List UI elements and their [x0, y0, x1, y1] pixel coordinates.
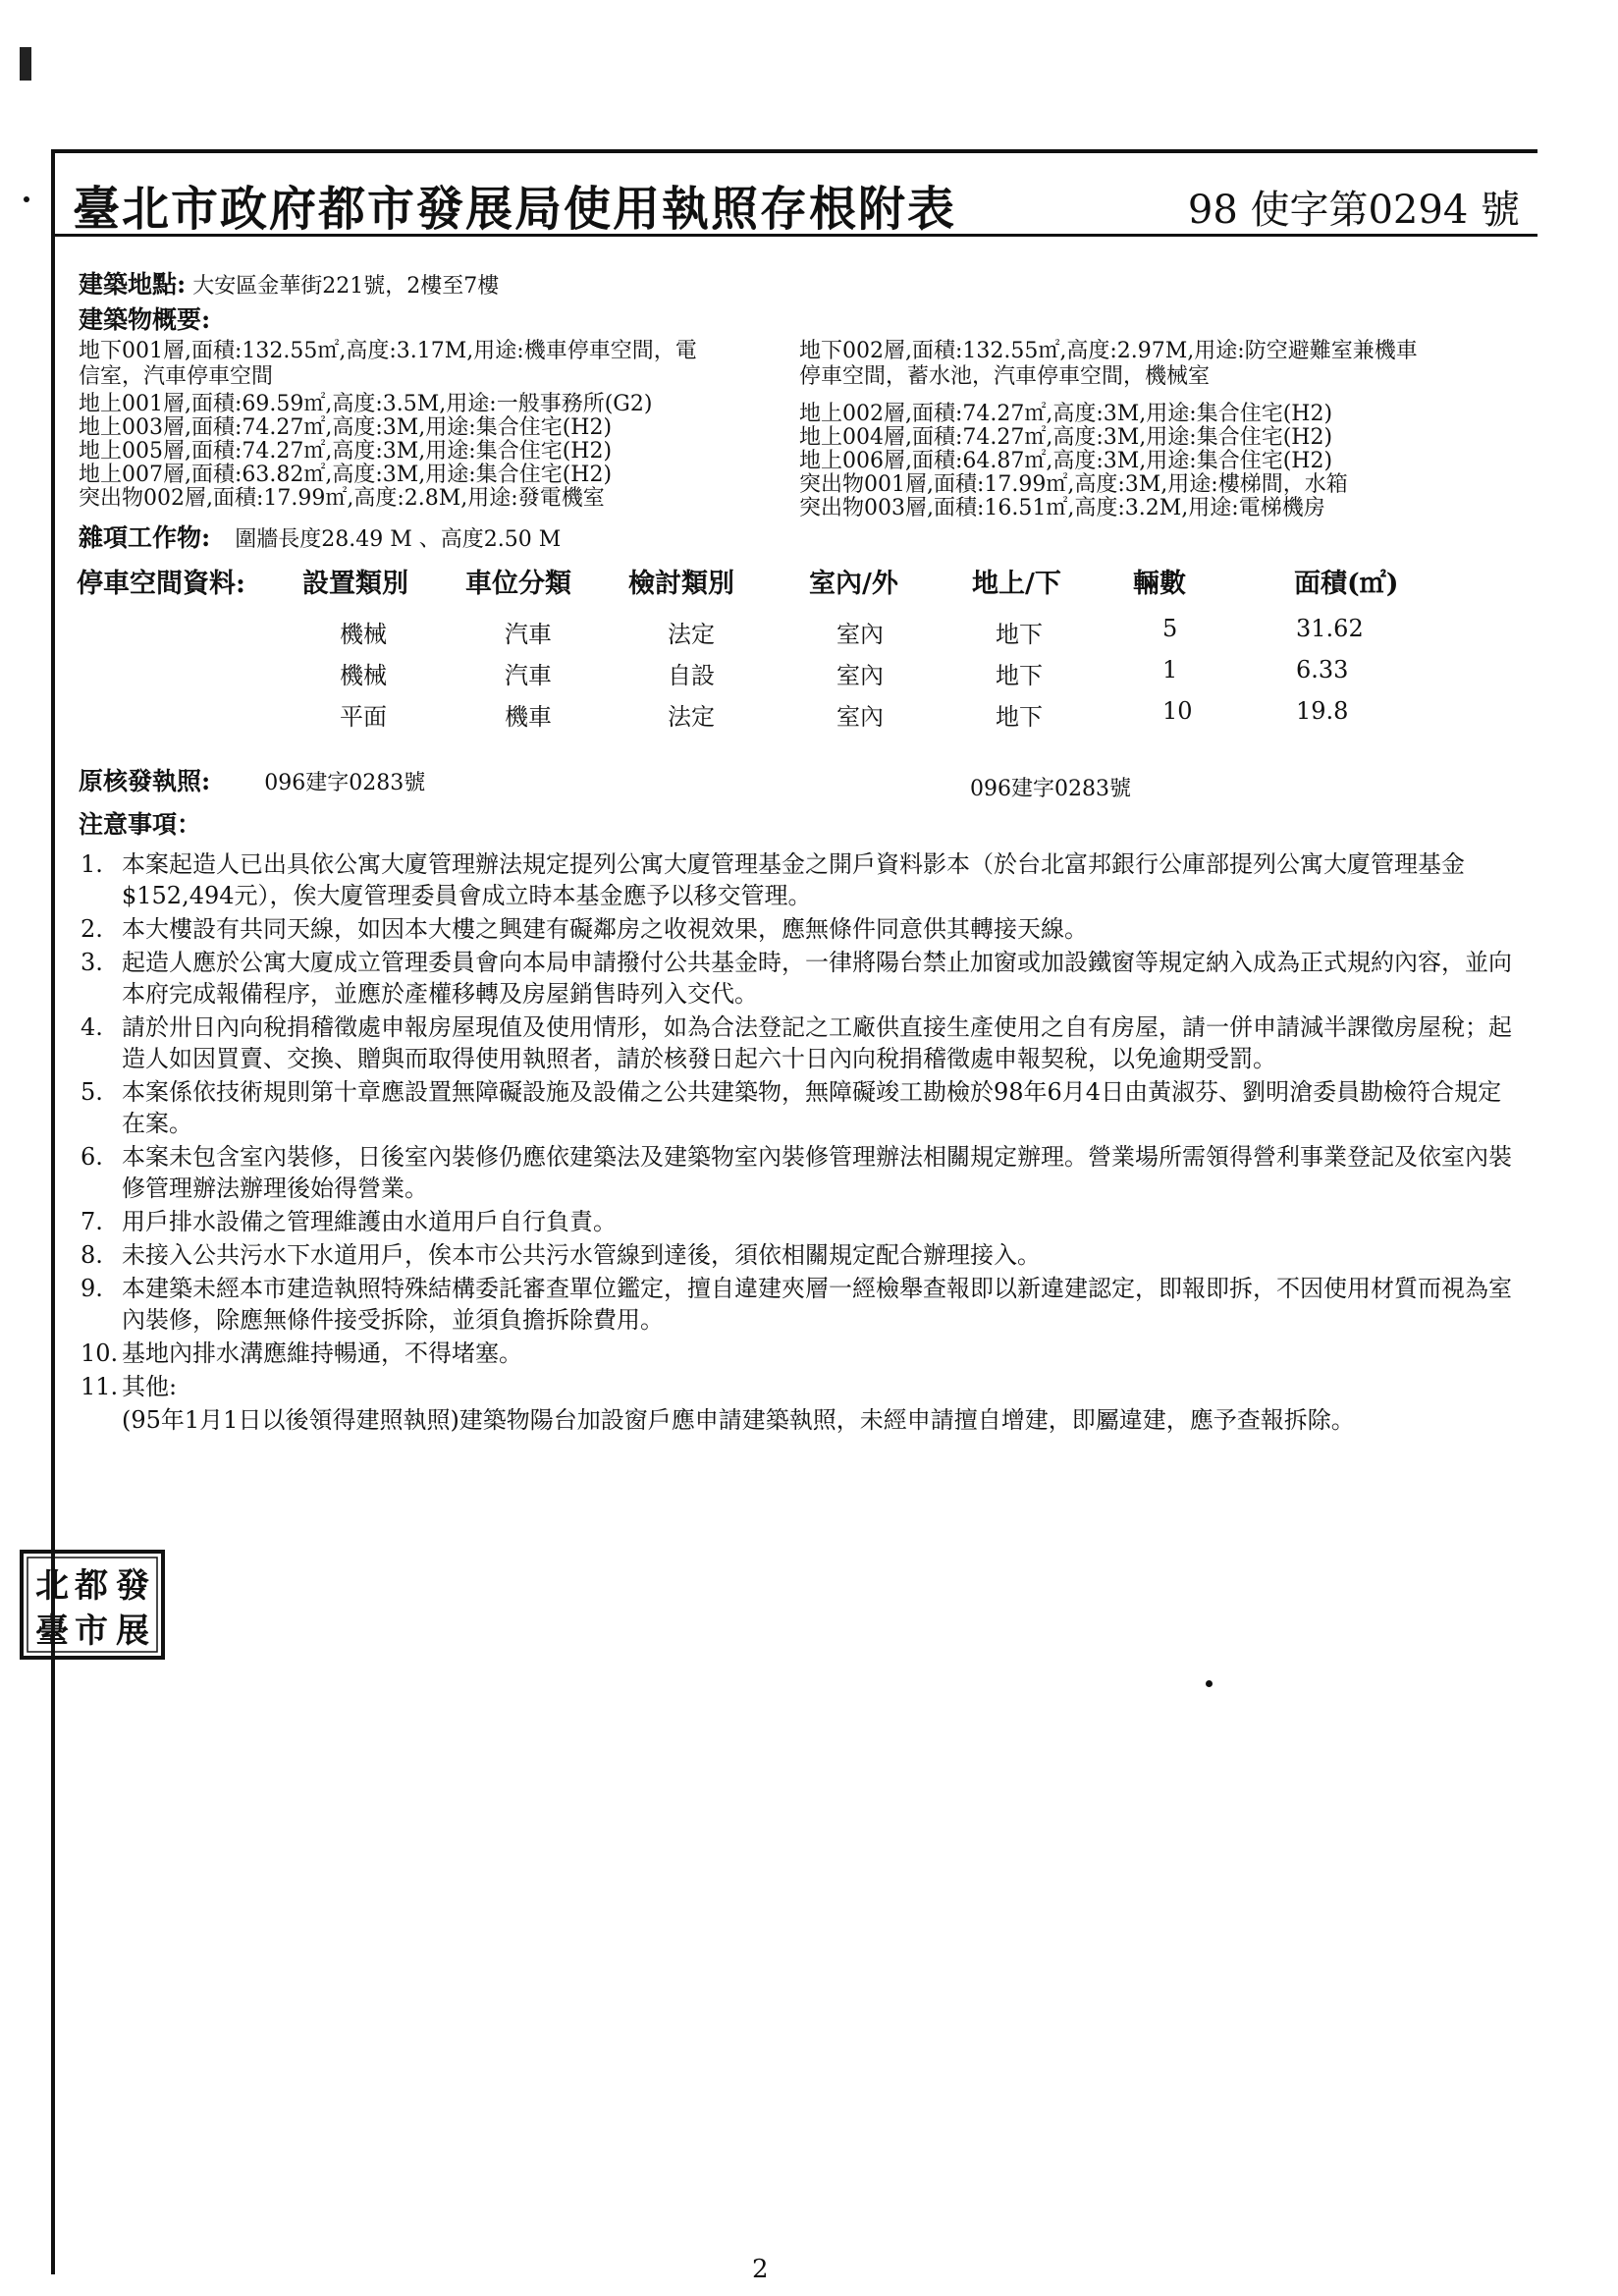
- seal-glyph: 臺: [35, 1612, 69, 1651]
- note-text: 本案係依技術規則第十章應設置無障礙設施及設備之公共建築物，無障礙竣工勘檢於98年6月4日由黃淑芬、劉明滄委員勘檢符合規定在案。: [122, 1078, 1502, 1137]
- note-text: 本案起造人已出具依公寓大廈管理辦法規定提列公寓大廈管理基金之開戶資料影本（於台北富邦銀行公庫部提列公寓大廈管理基金$152,494元），俟大廈管理委員會成立時本基金應予以移交管理。: [122, 850, 1465, 909]
- permit-number: 98 使字第0294 號: [1187, 188, 1520, 233]
- permit-appendix-form: [51, 149, 1537, 2274]
- overview-right-line: 地下002層,面積:132.55㎡,高度:2.97M,用途:防空避難室兼機車: [799, 339, 1418, 363]
- parking-cell: 5: [1162, 615, 1178, 642]
- list-item: [81, 1011, 1524, 1074]
- note-number: 5.: [81, 1078, 103, 1106]
- note-number: 6.: [81, 1143, 103, 1171]
- parking-cell: 法定: [668, 703, 715, 731]
- title-row: [55, 153, 1537, 237]
- parking-col-header: 車位分類: [465, 569, 571, 599]
- note-text: 本大樓設有共同天線，如因本大樓之興建有礙鄰房之收視效果，應無條件同意供其轉接天線。: [122, 915, 1088, 943]
- overview-left-line: 地上005層,面積:74.27㎡,高度:3M,用途:集合住宅(H2): [79, 439, 613, 464]
- list-item: [81, 1338, 1524, 1369]
- list-item: [81, 848, 1524, 911]
- parking-cell: 1: [1162, 656, 1178, 683]
- list-item: [81, 1371, 1524, 1402]
- parking-cell: 地下: [996, 662, 1043, 689]
- list-item: [81, 1141, 1524, 1204]
- parking-header-row: [55, 562, 1537, 597]
- page-title: 臺北市政府都市發展局使用執照存根附表: [73, 182, 957, 237]
- parking-cell: 汽車: [505, 662, 552, 689]
- parking-cell: 汽車: [505, 621, 552, 648]
- list-item: [81, 1206, 1524, 1237]
- note-number: 10.: [81, 1339, 119, 1367]
- seal-glyph: 北: [35, 1566, 69, 1606]
- overview-right-line: 地上006層,面積:64.87㎡,高度:3M,用途:集合住宅(H2): [799, 449, 1333, 473]
- note-text: 用戶排水設備之管理維護由水道用戶自行負責。: [122, 1208, 617, 1235]
- list-item: [81, 947, 1524, 1010]
- note-number: 1.: [81, 850, 103, 878]
- parking-col-header: 面積(㎡): [1294, 569, 1399, 599]
- overview-right-line: 突出物003層,面積:16.51㎡,高度:3.2M,用途:電梯機房: [799, 496, 1325, 520]
- site-label: 建築地點:: [79, 270, 187, 299]
- list-item: [81, 1404, 1524, 1436]
- overview-left-line: 地上003層,面積:74.27㎡,高度:3M,用途:集合住宅(H2): [79, 415, 613, 440]
- original-permit-row: [79, 762, 425, 797]
- parking-cell: 19.8: [1296, 697, 1349, 725]
- overview-right-line: 突出物001層,面積:17.99㎡,高度:3M,用途:樓梯間，水箱: [799, 472, 1348, 497]
- seal-glyph: 都: [75, 1566, 108, 1606]
- parking-cell: 地下: [996, 703, 1043, 731]
- scan-edge-mark: [20, 47, 31, 81]
- note-text: 請於卅日內向稅捐稽徵處申報房屋現值及使用情形，如為合法登記之工廠供直接生產使用之自有房屋，請一併申請減半課徵房屋稅；起造人如因買賣、交換、贈與而取得使用執照者，請於核發日起六十日內向稅捐稽徵處申報契稅，以免逾期受罰。: [122, 1013, 1512, 1072]
- overview-right-line: 地上004層,面積:74.27㎡,高度:3M,用途:集合住宅(H2): [799, 425, 1333, 450]
- parking-cell: 室內: [836, 703, 884, 731]
- list-item: [81, 1239, 1524, 1271]
- title-divider: [55, 234, 1537, 237]
- parking-col-header: 設置類別: [302, 569, 408, 599]
- seal-glyph: 展: [116, 1612, 149, 1651]
- parking-col-header: 檢討類別: [628, 569, 734, 599]
- overview-right-line: 停車空間，蓄水池，汽車停車空間，機械室: [799, 364, 1211, 389]
- note-number: 7.: [81, 1208, 103, 1235]
- parking-col-header: 地上/下: [972, 569, 1061, 599]
- note-number: 4.: [81, 1013, 103, 1041]
- parking-cell: 6.33: [1296, 656, 1349, 683]
- original-permit-label: 原核發執照:: [79, 767, 211, 795]
- parking-cell: 機械: [340, 621, 387, 648]
- seal-glyph: 發: [116, 1566, 149, 1606]
- parking-cell: 10: [1162, 697, 1193, 725]
- parking-cell: 自設: [668, 662, 715, 689]
- parking-col-header: 輛數: [1133, 569, 1186, 599]
- table-row: [55, 697, 1537, 731]
- list-item: [81, 1273, 1524, 1336]
- note-number: 9.: [81, 1275, 103, 1302]
- note-text: 起造人應於公寓大廈成立管理委員會向本局申請撥付公共基金時，一律將陽台禁止加窗或加設鐵窗等規定納入成為正式規約內容，並向本府完成報備程序，並應於產權移轉及房屋銷售時列入交代。: [122, 949, 1512, 1008]
- parking-cell: 機車: [505, 703, 552, 731]
- site-value: 大安區金華街221號，2樓至7樓: [192, 274, 500, 299]
- note-number: 11.: [81, 1373, 119, 1400]
- parking-cell: 機械: [340, 662, 387, 689]
- note-text: 基地內排水溝應維持暢通，不得堵塞。: [122, 1339, 522, 1367]
- parking-cell: 31.62: [1296, 615, 1364, 642]
- note-text: 本建築未經本市建造執照特殊結構委託審查單位鑑定，擅自違建夾層一經檢舉查報即以新違建認定，即報即拆，不因使用材質而視為室內裝修，除應無條件接受拆除，並須負擔拆除費用。: [122, 1275, 1512, 1334]
- notes-list: [81, 848, 1524, 1438]
- overview-left-line: 地下001層,面積:132.55㎡,高度:3.17M,用途:機車停車空間，電: [79, 339, 697, 363]
- misc-works-row: [79, 519, 561, 554]
- punch-dot: [24, 196, 29, 202]
- list-item: [81, 1076, 1524, 1139]
- table-row: [55, 656, 1537, 689]
- note-number: 3.: [81, 949, 103, 976]
- misc-works-value: 圍牆長度28.49 M 、高度2.50 M: [235, 527, 562, 552]
- parking-cell: 法定: [668, 621, 715, 648]
- overview-right-line: 地上002層,面積:74.27㎡,高度:3M,用途:集合住宅(H2): [799, 402, 1333, 426]
- parking-label: 停車空間資料:: [77, 569, 245, 599]
- parking-cell: 室內: [836, 662, 884, 689]
- parking-cell: 地下: [996, 621, 1043, 648]
- note-text: 本案未包含室內裝修，日後室內裝修仍應依建築法及建築物室內裝修管理辦法相關規定辦理。營業場所需領得營利事業登記及依室內裝修管理辦法辦理後始得營業。: [122, 1143, 1512, 1202]
- note-number: 8.: [81, 1241, 103, 1269]
- parking-cell: 平面: [340, 703, 387, 731]
- original-permit-value-right: 096建字0283號: [970, 777, 1131, 801]
- table-row: [55, 615, 1537, 648]
- list-item: [81, 913, 1524, 945]
- overview-label: 建築物概要:: [79, 305, 211, 334]
- note-text: (95年1月1日以後領得建照執照)建築物陽台加設窗戶應申請建築執照，未經申請擅自增建，即屬違建，應予查報拆除。: [122, 1406, 1355, 1434]
- misc-works-label: 雜項工作物:: [79, 523, 211, 552]
- seal-glyph: 市: [75, 1612, 108, 1651]
- official-seal-icon: [20, 1550, 165, 1660]
- note-text: 未接入公共污水下水道用戶，俟本市公共污水管線到達後，須依相關規定配合辦理接入。: [122, 1241, 1041, 1269]
- page-number: 2: [752, 2255, 769, 2284]
- site-row: [79, 265, 499, 301]
- overview-left-line: 突出物002層,面積:17.99㎡,高度:2.8M,用途:發電機室: [79, 486, 605, 511]
- overview-left-line: 地上001層,面積:69.59㎡,高度:3.5M,用途:一般事務所(G2): [79, 392, 653, 416]
- note-number: 2.: [81, 915, 103, 943]
- overview-left-line: 地上007層,面積:63.82㎡,高度:3M,用途:集合住宅(H2): [79, 463, 613, 487]
- overview-left-line: 信室，汽車停車空間: [79, 364, 274, 389]
- parking-cell: 室內: [836, 621, 884, 648]
- original-permit-value: 096建字0283號: [264, 771, 426, 795]
- notes-label: 注意事項：: [79, 810, 202, 839]
- parking-col-header: 室內/外: [809, 569, 898, 599]
- note-text: 其他:: [122, 1373, 178, 1400]
